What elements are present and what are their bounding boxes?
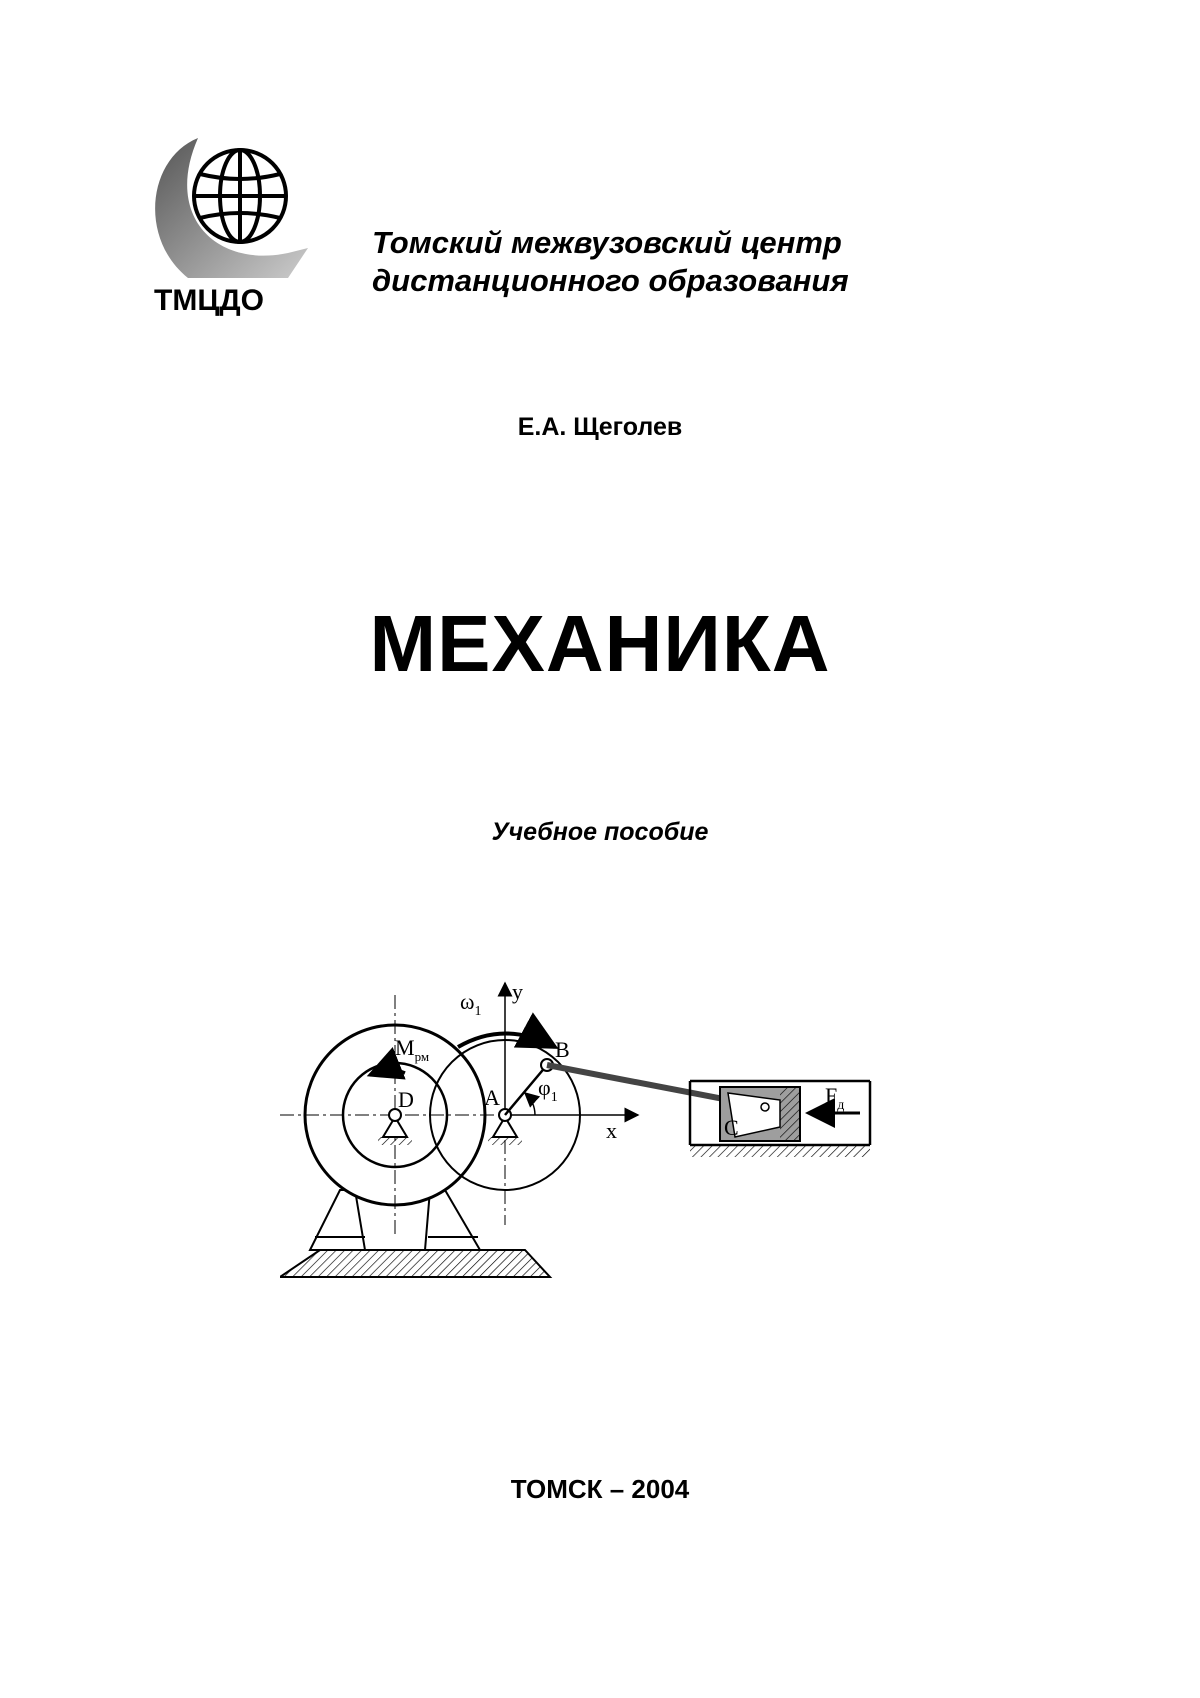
globe-icon: [194, 150, 286, 242]
page-title: МЕХАНИКА: [369, 599, 831, 688]
label-moment: $M_{рм}$: [395, 1035, 430, 1064]
label-x-axis: x: [606, 1118, 617, 1143]
organization-name: [372, 224, 932, 300]
organization-line-2: дистанционного образования: [372, 263, 849, 298]
subtitle: Учебное пособие: [491, 818, 709, 846]
label-b: B: [555, 1037, 570, 1062]
organization-line-1: Томский межвузовский центр: [372, 225, 842, 260]
label-y-axis: y: [512, 979, 523, 1004]
mechanism-diagram: [280, 975, 950, 1285]
label-omega: $\omega_1$: [460, 989, 482, 1019]
author: Е.А. Щеголев: [517, 413, 683, 441]
tmcdo-logo: [138, 128, 318, 328]
label-a: A: [484, 1085, 500, 1110]
label-c: C: [724, 1115, 739, 1140]
label-force: $F_д$: [825, 1083, 845, 1113]
label-d: D: [398, 1087, 414, 1112]
city-year: ТОМСК – 2004: [510, 1474, 690, 1504]
logo-text: ТМЦДО: [154, 284, 264, 317]
label-phi: $\varphi_1$: [538, 1075, 558, 1105]
